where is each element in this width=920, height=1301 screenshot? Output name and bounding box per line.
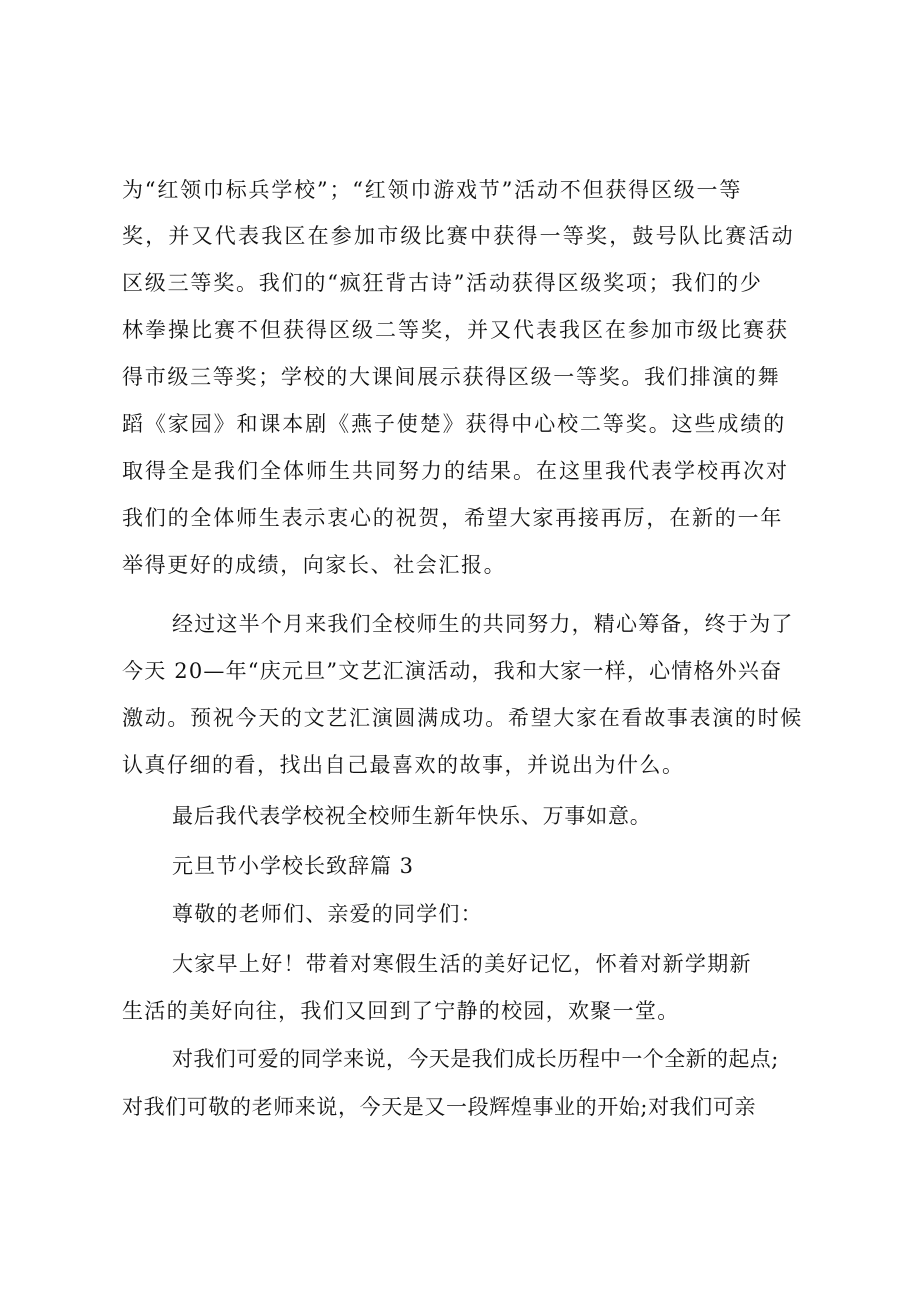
- text-line: 认真仔细的看，找出自己最喜欢的故事，并说出为什么。: [122, 753, 685, 777]
- section-heading: 元旦节小学校长致辞篇 3: [172, 854, 415, 878]
- text-line: 取得全是我们全体师生共同努力的结果。在这里我代表学校再次对: [122, 459, 789, 483]
- text-line: 大家早上好！带着对寒假生活的美好记忆，怀着对新学期新: [172, 952, 752, 976]
- text-line: 对我们可敬的老师来说，今天是又一段辉煌事业的开始;对我们可亲: [122, 1095, 757, 1119]
- text-line: 我们的全体师生表示衷心的祝贺，希望大家再接再厉，在新的一年: [122, 506, 784, 530]
- text-line: 激动。预祝今天的文艺汇演圆满成功。希望大家在看故事表演的时候: [122, 706, 803, 730]
- text-line: 得市级三等奖；学校的大课间展示获得区级一等奖。我们排演的舞: [122, 365, 781, 389]
- text-line: 最后我代表学校祝全校师生新年快乐、万事如意。: [172, 804, 652, 828]
- text-line: 蹈《家园》和课本剧《燕子使楚》获得中心校二等奖。这些成绩的: [122, 412, 787, 436]
- text-line: 举得更好的成绩，向家长、社会汇报。: [122, 553, 507, 577]
- text-line: 今天 20—年“庆元旦”文艺汇演活动，我和大家一样，心情格外兴奋: [122, 659, 783, 683]
- text-line: 经过这半个月来我们全校师生的共同努力，精心筹备，终于为了: [172, 612, 794, 636]
- text-line: 林拳操比赛不但获得区级二等奖，并又代表我区在参加市级比赛获: [122, 318, 789, 342]
- text-line: 区级三等奖。我们的“疯狂背古诗”活动获得区级奖项；我们的少: [122, 271, 763, 295]
- text-line: 生活的美好向往，我们又回到了宁静的校园，欢聚一堂。: [122, 999, 680, 1023]
- text-line: 为“红领巾标兵学校”；“红领巾游戏节”活动不但获得区级一等: [122, 178, 743, 202]
- salutation: 尊敬的老师们、亲爱的同学们：: [172, 902, 483, 926]
- text-line: 对我们可爱的同学来说，今天是我们成长历程中一个全新的起点;: [172, 1047, 779, 1071]
- text-line: 奖，并又代表我区在参加市级比赛中获得一等奖，鼓号队比赛活动: [122, 224, 795, 248]
